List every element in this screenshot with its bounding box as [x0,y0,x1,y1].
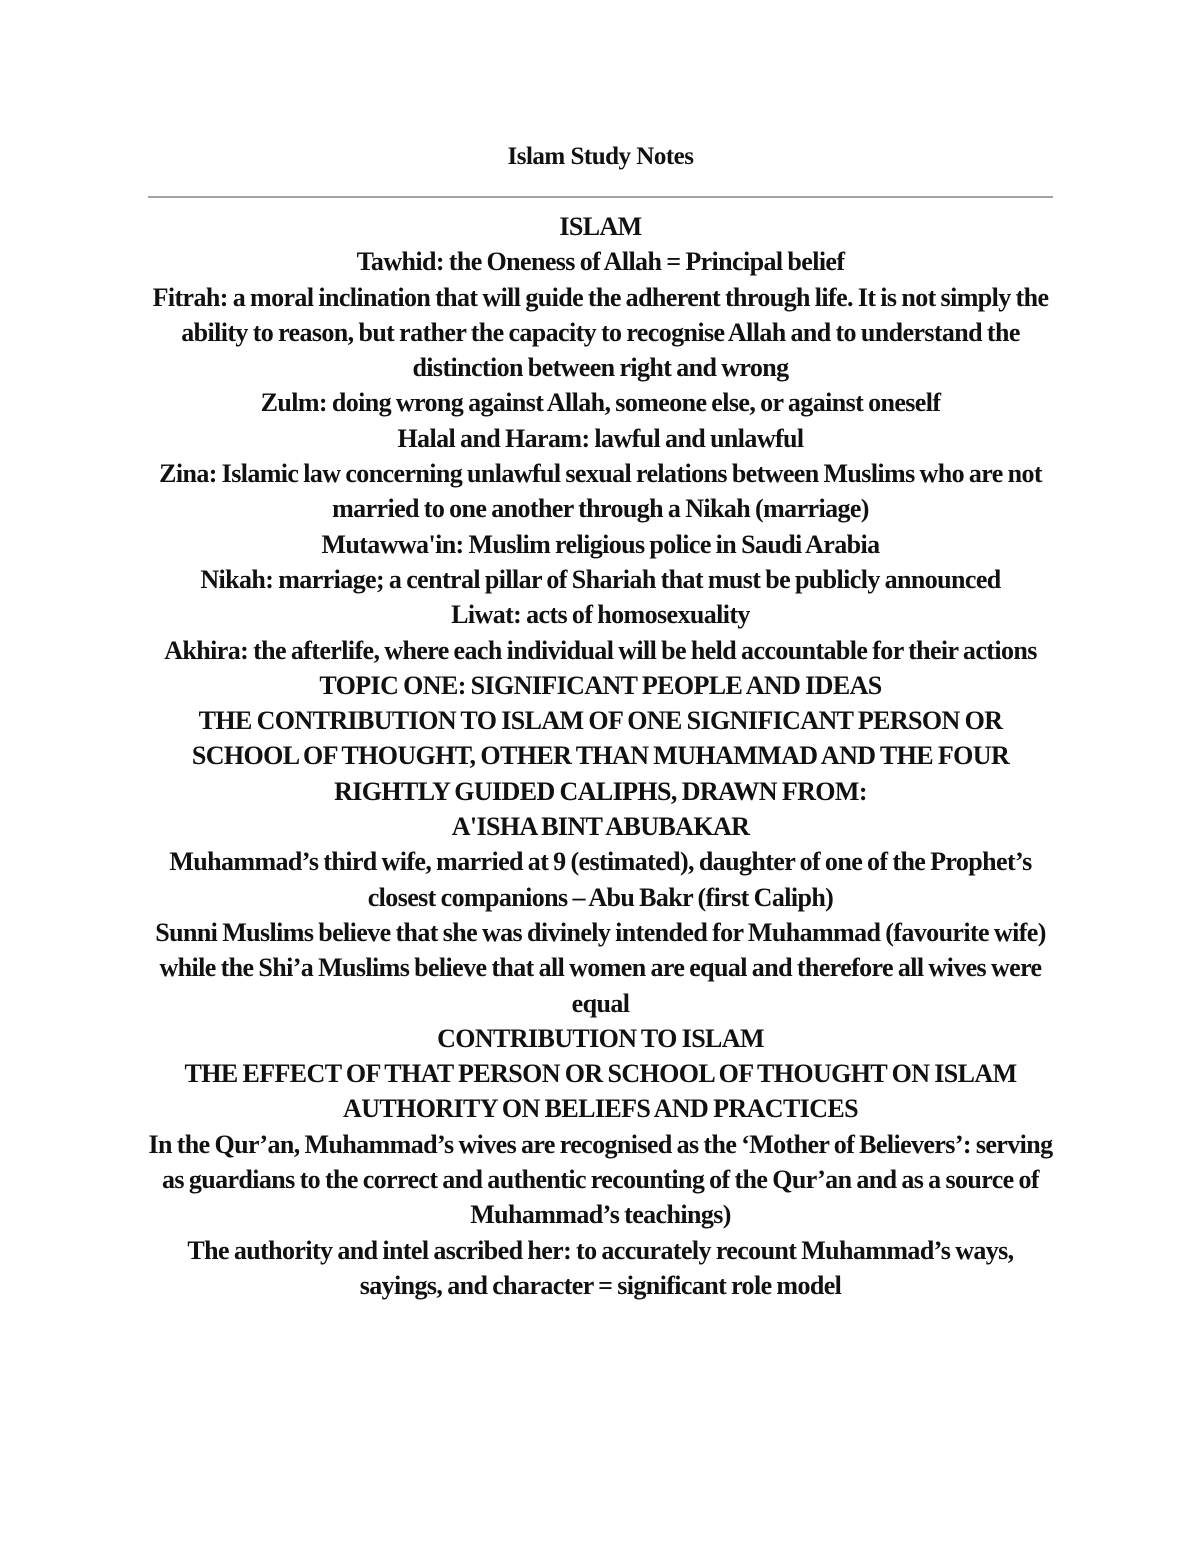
definition-halal-haram: Halal and Haram: lawful and unlawful [397,423,804,453]
heading-topic-one: TOPIC ONE: SIGNIFICANT PEOPLE AND IDEAS [319,670,882,700]
heading-contribution-to-islam: CONTRIBUTION TO ISLAM [437,1023,764,1053]
document-title: Islam Study Notes [507,143,694,170]
paragraph-sunni-shia-views: Sunni Muslims believe that she was divinely intended for Muhammad (favourite wife) while the Shi’a Muslims believe that all women are equal and therefore all wives were equal [155,917,1046,1018]
definition-tawhid: Tawhid: the Oneness of Allah = Principal belief [356,247,845,277]
definition-zulm: Zulm: doing wrong against Allah, someone else, or against oneself [260,388,941,418]
heading-effect-on-islam: THE EFFECT OF THAT PERSON OR SCHOOL OF THOUGHT ON ISLAM [184,1059,1017,1089]
definition-mutawwain: Mutawwa'in: Muslim religious police in Saudi Arabia [321,529,880,559]
definition-nikah: Nikah: marriage; a central pillar of Shariah that must be publicly announced [200,564,1001,594]
heading-contribution-syllabus: THE CONTRIBUTION TO ISLAM OF ONE SIGNIFICANT PERSON OR SCHOOL OF THOUGHT, OTHER THAN MUHAMMAD AND THE FOUR RIGHTLY GUIDED CALIPHS, DRAWN FROM: [191,706,1010,806]
header-divider [148,196,1053,198]
definition-liwat: Liwat: acts of homosexuality [451,600,750,630]
definition-akhira: Akhira: the afterlife, where each individual will be held accountable for their actions [164,635,1037,665]
heading-authority: AUTHORITY ON BELIEFS AND PRACTICES [343,1094,858,1124]
document-body [148,209,1053,1303]
document-header [148,140,1053,174]
definition-fitrah: Fitrah: a moral inclination that will guide the adherent through life. It is not simply the ability to reason, but rather the capacity to recognise Allah and to understand the distinction between right and wrong [152,282,1049,383]
definition-zina: Zina: Islamic law concerning unlawful sexual relations between Muslims who are not married to one another through a Nikah (marriage) [159,459,1042,524]
paragraph-authority-intel: The authority and intel ascribed her: to accurately recount Muhammad’s ways, sayings, and character = significant role model [187,1235,1014,1300]
paragraph-aisha-background: Muhammad’s third wife, married at 9 (estimated), daughter of one of the Prophet’s closest companions – Abu Bakr (first Caliph) [169,847,1032,912]
heading-islam: ISLAM [559,212,642,241]
paragraph-mother-of-believers: In the Qur’an, Muhammad’s wives are recognised as the ‘Mother of Believers’: serving as guardians to the correct and authentic recounting of the Qur’an and as a source of Muhammad’s teachings) [148,1129,1053,1230]
heading-aisha: A'ISHA BINT ABUBAKAR [451,812,750,842]
